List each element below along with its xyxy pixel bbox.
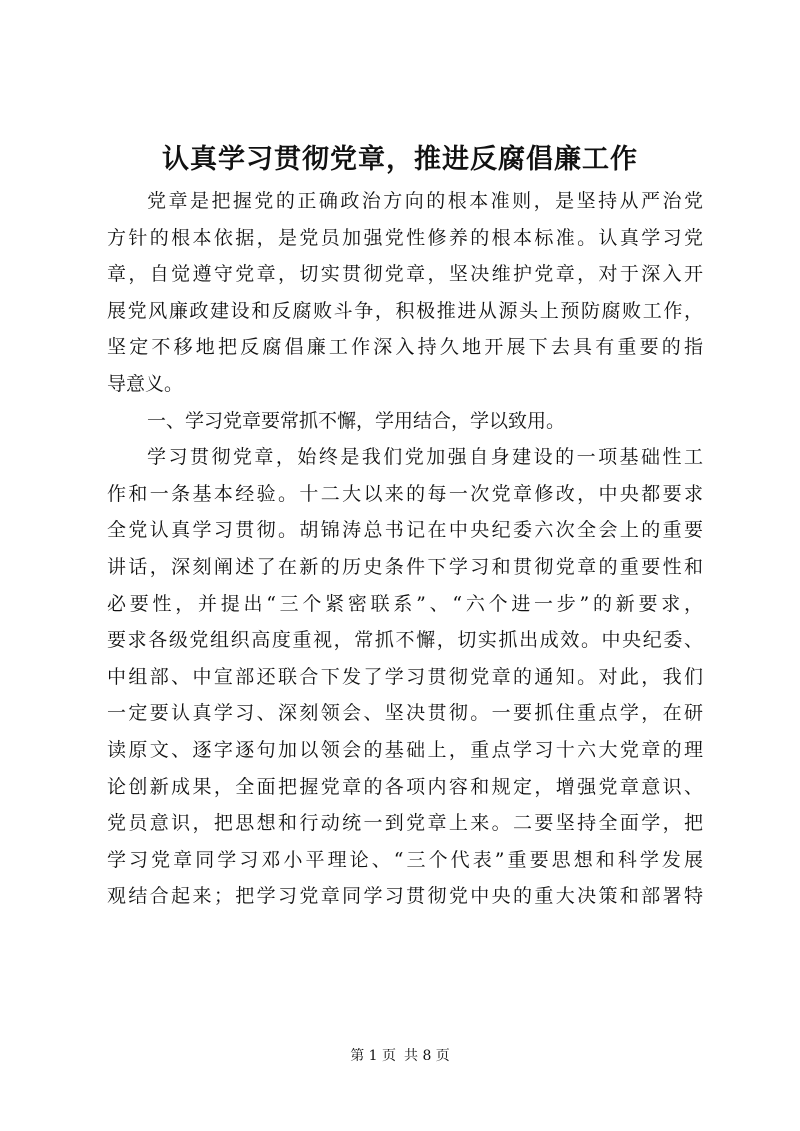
page-number: 第 1 页 [350,1048,396,1064]
paragraph-line: 论创新成果，全面把握党章的各项内容和规定，增强党章意识、 [107,775,703,798]
paragraph-line: 导意义。 [107,372,184,395]
paragraph-line: 章，自觉遵守党章，切实贯彻党章，坚决维护党章，对于深入开 [107,263,703,286]
page-total: 共 8 页 [404,1048,450,1064]
paragraph-line: 作和一条基本经验。十二大以来的每一次党章修改，中央都要求 [107,482,703,505]
paragraph-line: 全党认真学习贯彻。胡锦涛总书记在中央纪委六次全会上的重要 [107,519,703,542]
paragraph-line: 党员意识，把思想和行动统一到党章上来。二要坚持全面学，把 [107,812,703,835]
paragraph-line: 读原文、逐字逐句加以领会的基础上，重点学习十六大党章的理 [107,738,703,761]
paragraph-line: 方针的根本依据，是党员加强党性修养的根本标准。认真学习党 [107,226,703,249]
document-title: 认真学习贯彻党章，推进反腐倡廉工作 [162,144,638,175]
paragraph-line: 讲话，深刻阐述了在新的历史条件下学习和贯彻党章的重要性和 [107,555,703,578]
paragraph-line: 坚定不移地把反腐倡廉工作深入持久地开展下去具有重要的指 [107,336,703,359]
section-heading: 一、学习党章要常抓不懈，学用结合，学以致用。 [147,409,566,432]
paragraph-line: 要求各级党组织高度重视，常抓不懈，切实抓出成效。中央纪委、 [107,629,703,652]
paragraph-line: 必要性，并提出“三个紧密联系”、“六个进一步”的新要求， [107,592,703,615]
document-body [107,183,703,915]
page-footer [0,1047,800,1065]
paragraph-line: 党章是把握党的正确政治方向的根本准则，是坚持从严治党 [147,190,703,212]
paragraph-line: 学习党章同学习邓小平理论、“三个代表”重要思想和科学发展 [107,848,703,871]
paragraph-line: 中组部、中宣部还联合下发了学习贯彻党章的通知。对此，我们 [107,665,703,688]
paragraph-line: 展党风廉政建设和反腐败斗争，积极推进从源头上预防腐败工作， [107,299,703,322]
paragraph-line: 一定要认真学习、深刻领会、坚决贯彻。一要抓住重点学，在研 [107,702,703,725]
paragraph-line: 观结合起来；把学习党章同学习贯彻党中央的重大决策和部署特 [107,885,703,908]
paragraph-line: 学习贯彻党章，始终是我们党加强自身建设的一项基础性工 [147,446,703,469]
